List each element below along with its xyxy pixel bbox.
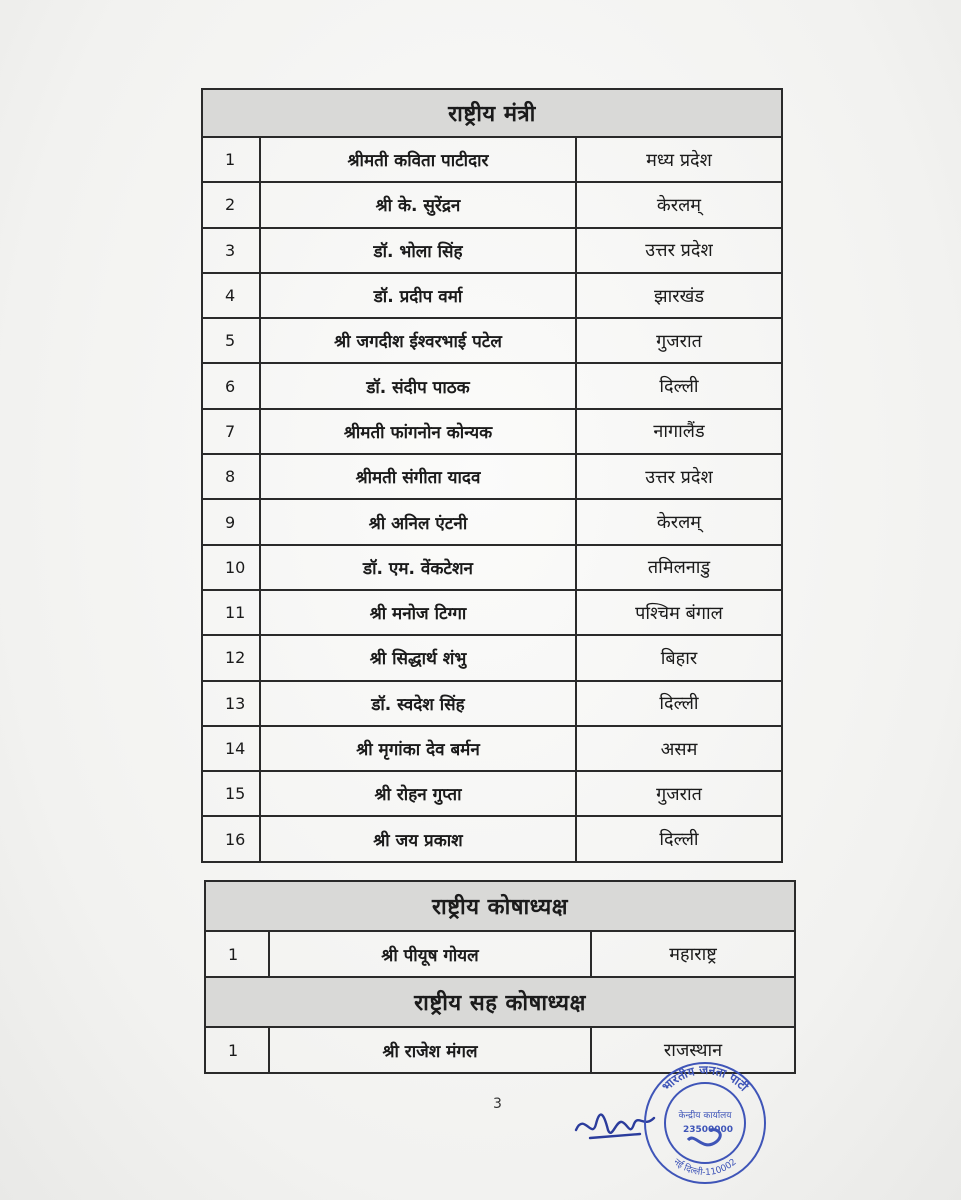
state-name: गुजरात — [576, 318, 782, 363]
person-name: डॉ. एम. वेंकटेशन — [260, 545, 576, 590]
table-row — [202, 635, 782, 680]
serial-number: 2 — [202, 182, 260, 227]
person-name: श्री रोहन गुप्ता — [260, 771, 576, 816]
serial-number: 13 — [202, 681, 260, 726]
table-row — [202, 726, 782, 771]
person-name: श्री मनोज टिग्गा — [260, 590, 576, 635]
serial-number: 3 — [202, 228, 260, 273]
state-name: दिल्ली — [576, 816, 782, 861]
table-row — [202, 228, 782, 273]
person-name: श्री सिद्धार्थ शंभु — [260, 635, 576, 680]
person-name: श्री जगदीश ईश्वरभाई पटेल — [260, 318, 576, 363]
seal-text-phone: 23500000 — [682, 1125, 734, 1135]
treasurer-table — [204, 880, 796, 1074]
person-name: डॉ. भोला सिंह — [260, 228, 576, 273]
svg-text:भारतीय जनता पार्टी — [659, 1063, 751, 1095]
seal-text-bottom: नई दिल्ली-110002 — [671, 1157, 739, 1179]
serial-number: 7 — [202, 409, 260, 454]
person-name: डॉ. संदीप पाठक — [260, 363, 576, 408]
national-ministers-table — [201, 88, 783, 863]
serial-number: 10 — [202, 545, 260, 590]
seal-text-top: भारतीय जनता पार्टी — [659, 1062, 751, 1094]
person-name: श्री जय प्रकाश — [260, 816, 576, 861]
party-seal-icon — [640, 1058, 770, 1188]
serial-number: 14 — [202, 726, 260, 771]
table-row — [202, 545, 782, 590]
table-row — [202, 681, 782, 726]
serial-number: 1 — [205, 1027, 269, 1073]
table-row — [202, 318, 782, 363]
person-name: श्रीमती फांगनोन कोन्यक — [260, 409, 576, 454]
person-name: श्री अनिल एंटनी — [260, 499, 576, 544]
state-name: दिल्ली — [576, 363, 782, 408]
state-name: गुजरात — [576, 771, 782, 816]
state-name: झारखंड — [576, 273, 782, 318]
state-name: दिल्ली — [576, 681, 782, 726]
serial-number: 16 — [202, 816, 260, 861]
serial-number: 9 — [202, 499, 260, 544]
serial-number: 15 — [202, 771, 260, 816]
state-name: महाराष्ट्र — [591, 931, 795, 977]
serial-number: 6 — [202, 363, 260, 408]
treasurer-heading: राष्ट्रीय कोषाध्यक्ष — [205, 881, 795, 931]
state-name: असम — [576, 726, 782, 771]
serial-number: 5 — [202, 318, 260, 363]
serial-number: 1 — [202, 137, 260, 182]
person-name: श्रीमती संगीता यादव — [260, 454, 576, 499]
state-name: तमिलनाडु — [576, 545, 782, 590]
state-name: केरलम् — [576, 182, 782, 227]
serial-number: 1 — [205, 931, 269, 977]
state-name: केरलम् — [576, 499, 782, 544]
state-name: बिहार — [576, 635, 782, 680]
co-treasurer-heading: राष्ट्रीय सह कोषाध्यक्ष — [205, 977, 795, 1027]
person-name: डॉ. स्वदेश सिंह — [260, 681, 576, 726]
table-row — [202, 409, 782, 454]
serial-number: 8 — [202, 454, 260, 499]
table-row — [202, 771, 782, 816]
table-row — [202, 590, 782, 635]
state-name: पश्चिम बंगाल — [576, 590, 782, 635]
table-row — [205, 931, 795, 977]
table-row — [202, 363, 782, 408]
table-row — [202, 137, 782, 182]
state-name: उत्तर प्रदेश — [576, 454, 782, 499]
seal-text-office: केन्द्रीय कार्यालय — [678, 1111, 732, 1121]
person-name: श्री पीयूष गोयल — [269, 931, 591, 977]
person-name: श्री के. सुरेंद्रन — [260, 182, 576, 227]
table-row — [202, 454, 782, 499]
svg-text:नई दिल्ली-110002 — [671, 1157, 738, 1178]
serial-number: 11 — [202, 590, 260, 635]
person-name: श्री मृगांका देव बर्मन — [260, 726, 576, 771]
state-name: मध्य प्रदेश — [576, 137, 782, 182]
serial-number: 12 — [202, 635, 260, 680]
person-name: श्रीमती कविता पाटीदार — [260, 137, 576, 182]
table-row — [202, 816, 782, 861]
state-name: उत्तर प्रदेश — [576, 228, 782, 273]
state-name: नागालैंड — [576, 409, 782, 454]
table-row — [202, 499, 782, 544]
table-row — [202, 182, 782, 227]
person-name: श्री राजेश मंगल — [269, 1027, 591, 1073]
person-name: डॉ. प्रदीप वर्मा — [260, 273, 576, 318]
table-heading: राष्ट्रीय मंत्री — [202, 89, 782, 137]
state-name: राजस्थान — [591, 1027, 795, 1073]
table-row — [202, 273, 782, 318]
serial-number: 4 — [202, 273, 260, 318]
page-number: 3 — [493, 1096, 502, 1112]
